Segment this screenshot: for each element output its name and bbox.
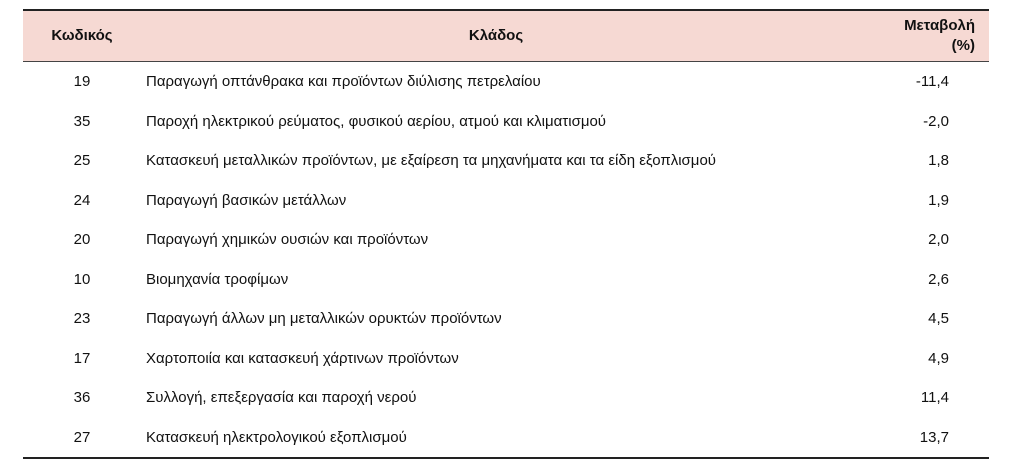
header-change <box>851 10 989 62</box>
change-cell: 1,8 <box>928 152 949 170</box>
change-cell: 2,0 <box>928 231 949 249</box>
change-cell: 2,6 <box>928 270 949 288</box>
branch-cell: Κατασκευή μεταλλικών προϊόντων, με εξαίρεση τα μηχανήματα και τα είδη εξοπλισμού <box>146 152 716 170</box>
header-branch: Κλάδος <box>141 10 851 62</box>
code-cell: 17 <box>73 349 91 367</box>
branch-cell: Κατασκευή ηλεκτρολογικού εξοπλισμού <box>141 418 851 459</box>
code-cell: 20 <box>73 231 91 249</box>
table-header <box>23 10 989 62</box>
table-row <box>23 418 989 459</box>
code-cell: 27 <box>23 418 141 459</box>
change-cell: -11,4 <box>915 73 949 91</box>
change-cell: 13,7 <box>851 418 989 459</box>
code-cell: 36 <box>73 389 91 407</box>
branch-cell: Συλλογή, επεξεργασία και παροχή νερού <box>146 389 417 407</box>
change-cell: 4,9 <box>928 349 949 367</box>
industry-change-table <box>23 9 989 459</box>
table-container <box>23 9 989 459</box>
branch-cell: Παραγωγή χημικών ουσιών και προϊόντων <box>146 231 429 249</box>
code-cell: 19 <box>73 73 91 91</box>
change-cell: 11,4 <box>920 389 949 407</box>
table-body <box>23 62 989 459</box>
branch-cell: Βιομηχανία τροφίμων <box>146 270 289 288</box>
branch-cell: Παραγωγή άλλων μη μεταλλικών ορυκτών προϊόντων <box>146 310 502 328</box>
code-cell: 35 <box>73 112 91 130</box>
table-row <box>23 102 989 142</box>
table-row <box>23 339 989 379</box>
code-cell: 23 <box>73 310 91 328</box>
header-code: Κωδικός <box>23 10 141 62</box>
table-row <box>23 141 989 181</box>
code-cell: 10 <box>73 270 91 288</box>
change-cell: 4,5 <box>928 310 949 328</box>
table-row <box>23 299 989 339</box>
code-cell: 25 <box>73 152 91 170</box>
code-cell: 24 <box>73 191 91 209</box>
table-row <box>23 378 989 418</box>
header-row <box>23 10 989 62</box>
header-change-label: Μεταβολή <box>904 17 975 34</box>
branch-cell: Παροχή ηλεκτρικού ρεύματος, φυσικού αερίου, ατμού και κλιματισμού <box>146 112 607 130</box>
header-change-unit: (%) <box>951 37 975 54</box>
change-cell: 1,9 <box>928 191 949 209</box>
branch-cell: Παραγωγή οπτάνθρακα και προϊόντων διύλισης πετρελαίου <box>146 73 541 91</box>
table-row <box>23 181 989 221</box>
table-row <box>23 220 989 260</box>
change-cell: -2,0 <box>923 112 949 130</box>
branch-cell: Χαρτοποιία και κατασκευή χάρτινων προϊόντων <box>146 349 459 367</box>
table-row <box>23 62 989 102</box>
table-row <box>23 260 989 300</box>
branch-cell: Παραγωγή βασικών μετάλλων <box>146 191 347 209</box>
